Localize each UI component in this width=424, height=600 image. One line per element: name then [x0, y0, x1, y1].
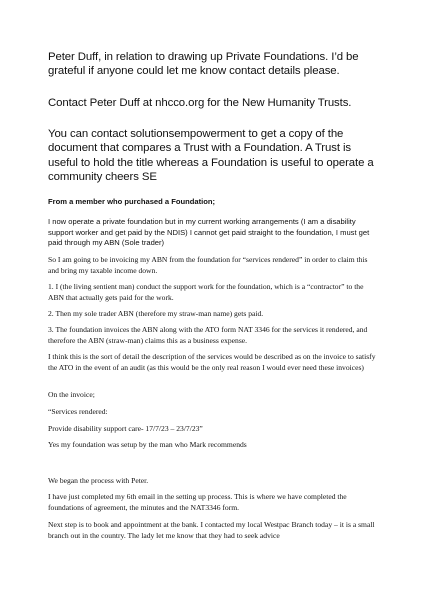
- audit-paragraph: I think this is the sort of detail the description of the services would be described as on the invoice to satisfy the ATO in the event of an audit (as this would be the only real reason I would ever need these invoices): [48, 352, 376, 372]
- email-progress-paragraph: I have just completed my 6th email in the setting up process. This is where we have completed the foundations of agreement, the minutes and the NAT3346 form.: [48, 492, 347, 512]
- process-paragraph: We began the process with Peter.: [48, 476, 149, 485]
- step-1-paragraph: 1. I (the living sentient man) conduct the support work for the foundation, which is a “contractor” to the ABN that actually gets paid for the work.: [48, 282, 364, 302]
- bank-appointment-paragraph: Next step is to book and appointment at the bank. I contacted my local Westpac Branch today – it is a small branch out in the country. The lady let me know that they had to seek advice: [48, 520, 375, 540]
- foundation-arrangement-paragraph: I now operate a private foundation but in my current working arrangements (I am a disability support worker and get paid by the NDIS) I cannot get paid straight to the foundation, I must get paid through my ABN (Sole trader): [48, 217, 370, 248]
- request-paragraph: Peter Duff, in relation to drawing up Private Foundations. I’d be grateful if anyone could let me know contact details please.: [48, 51, 359, 78]
- support-care-line: Provide disability support care- 17/7/23 – 23/7/23”: [48, 424, 203, 433]
- solutions-paragraph: You can contact solutionsempowerment to get a copy of the document that compares a Trust with a Foundation. A Trust is useful to hold the title whereas a Foundation is useful to operate a community cheers SE: [48, 128, 374, 184]
- services-rendered-line: “Services rendered:: [48, 407, 108, 416]
- invoicing-paragraph: So I am going to be invoicing my ABN from the foundation for “services rendered” in order to claim this and bring my taxable income down.: [48, 255, 368, 275]
- member-heading: From a member who purchased a Foundation;: [48, 197, 216, 206]
- setup-paragraph: Yes my foundation was setup by the man who Mark recommends: [48, 440, 247, 449]
- step-2-paragraph: 2. Then my sole trader ABN (therefore my straw-man name) gets paid.: [48, 309, 264, 318]
- step-3-paragraph: 3. The foundation invoices the ABN along with the ATO form NAT 3346 for the services it rendered, and therefore the ABN (straw-man) claims this as a business expense.: [48, 325, 368, 345]
- contact-paragraph: Contact Peter Duff at nhcco.org for the New Humanity Trusts.: [48, 97, 352, 109]
- invoice-label: On the invoice;: [48, 390, 95, 399]
